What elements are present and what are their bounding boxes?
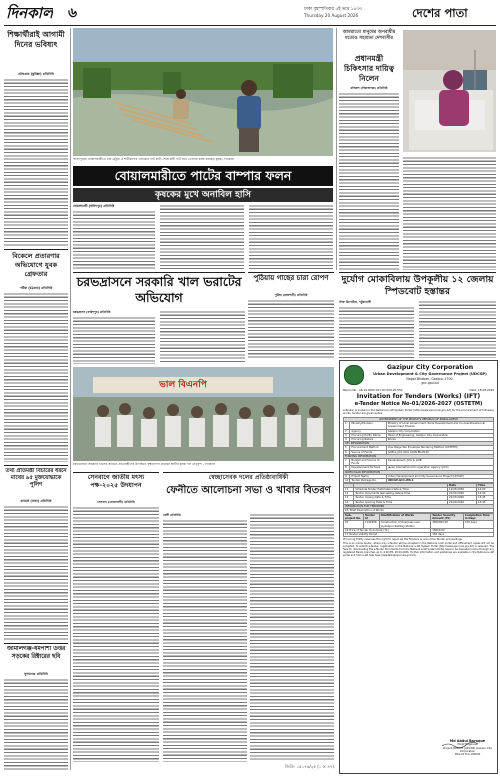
story1-byline: চৌদ্দগ্রাম (কুমিল্লা) প্রতিনিধি bbox=[18, 72, 54, 76]
tender-date-row: 12 Tender documents last selling date & time 20.09.2026 12:00 bbox=[344, 492, 494, 496]
tender-row: 2 Agency Gazipur City Corporation bbox=[344, 429, 494, 433]
canal-byline: চরভদ্রাসন (ফরিদপুর) প্রতিনিধি bbox=[73, 310, 111, 314]
tender-row: 3 Procuring Entity Name Head of Engineering, Gazipur City Corporation bbox=[344, 433, 494, 437]
story2-byline: পটিয়া (চট্টগ্রাম) প্রতিনিধি bbox=[19, 286, 53, 290]
senbag-rule bbox=[73, 472, 159, 473]
tender-row: 7 Budget and Source of Funds Development, JICA & GOB bbox=[344, 459, 494, 466]
pm-kicker: আমরাতো মানুষের অপরাধীর মতোও সহায়তা দেশবাসীর bbox=[342, 30, 396, 41]
works-header: Tender Id bbox=[363, 513, 379, 520]
pm-byline: মনিরুল (সিরাজগঞ্জ) প্রতিনিধি bbox=[350, 86, 388, 90]
pm-headline: প্রধানমন্ত্রী চিকিৎসার দায়িত্ব নিলেন bbox=[343, 54, 395, 83]
works-row: 01 1194956 Construction of Overpass over Joydebpur Railway Station 4500000.00 720 days bbox=[344, 521, 494, 528]
masthead-logo: দিনকাল bbox=[6, 4, 54, 22]
tender-row: 4 Procuring Nature Works bbox=[344, 438, 494, 442]
section-title: দেশের পাতা bbox=[412, 6, 468, 20]
story2-body bbox=[4, 292, 68, 462]
tender-footer-note: Procuring Entity reserves the right to reject all the Tenders or annul the Tender proceedings. bbox=[343, 538, 463, 542]
gov-header: GOVERNMENT OF THE PEOPLE'S REPUBLIC OF BANGLADESH bbox=[344, 418, 494, 422]
key-info-header: KEY INFORMATION bbox=[344, 442, 494, 446]
jute-photo bbox=[73, 28, 333, 156]
left-divider-3 bbox=[4, 643, 68, 644]
disaster-rule bbox=[339, 272, 496, 273]
canal-headline: চরভদ্রাসনে সরকারি খাল ভরাটের অভিযোগ bbox=[76, 274, 242, 305]
feni-byline: ফেনী প্রতিনিধি bbox=[163, 513, 181, 517]
canal-photo bbox=[73, 367, 334, 461]
feni-body-col1 bbox=[163, 519, 247, 762]
tender-footer-text: This is an online tender, where only e-Tender will be accepted in the National e-GP portal and offline/hard copies will not be accepted. To submit e-Tender, registration in the National e-GP System Portal (http://www.eprocure.gov.bd) is required. The fees for downloading the e-Tender Documents from the National e-GP System Portal have to be deposited online through any registered Banks branches up to 4:00 PM, 20.09.2026. Further information and guidelines are available in the National e-GP portal and from e-GP help desk (helpdesk@eprocure.gov.bd). bbox=[343, 542, 494, 558]
story4-body bbox=[4, 678, 68, 770]
column-rule-mid bbox=[336, 28, 337, 270]
hospital-bed-image bbox=[403, 30, 496, 152]
time-header: Time bbox=[476, 483, 493, 487]
works-header: Tender Security Amount (Tk) bbox=[431, 513, 464, 520]
tender-row: 9 Project Name Urban Development and City Governance Project (UDCGP) bbox=[344, 474, 494, 478]
signature-title: Chief Engineer bbox=[457, 742, 478, 747]
signature-name: Md Abdul Baroque bbox=[449, 739, 486, 743]
left-column bbox=[4, 28, 68, 770]
jute-field-image bbox=[73, 28, 333, 156]
canal-photo-caption: চরভদ্রাসনে সরকারি খালের জমিতে প্রতিবন্ধীদের উপস্থিতে বৃক্ষরোপণ করছেন স্থানীয় কৃষক দল নেতৃবৃন্দ - দিনকাল bbox=[73, 462, 216, 466]
story1-body bbox=[4, 78, 68, 246]
jute-photo-caption: ফরিদপুরের বোয়ালমারীতে চাষ মেঠুয়া ও শামীমনগর এলাকার পাট কাটা শেষে চাষী পাট ঘরে তোলার কাজ করছেন কৃষক- দিনকাল bbox=[73, 157, 235, 161]
tender-org-name: Gazipur City Corporation bbox=[386, 364, 474, 371]
page-number: ৬ bbox=[68, 5, 78, 21]
story4-headline: জামালগঞ্জ-ধর্মপাশা উত্তর সড়কের রিক্টারের ছবি bbox=[6, 646, 66, 660]
tender-date-row: 11 Schedule Tender Publication Date & Time 19.08.2026 16:00 bbox=[344, 488, 494, 492]
signature-phone: Mob-01711-156000 bbox=[454, 753, 481, 757]
tender-etender-no: e-Tender Notice No-01/2026-2027 (OSTETM) bbox=[354, 401, 483, 407]
senbag-body bbox=[73, 506, 159, 762]
gcc-logo bbox=[344, 365, 364, 385]
jute-body-col2 bbox=[160, 204, 244, 270]
jute-subheadline: কৃষকের মুখে অনাবিল হাসি bbox=[155, 190, 251, 200]
tender-title: Invitation for Tenders (Works) (IFT) bbox=[356, 393, 481, 400]
info-tenderer-header: INFORMATION FOR TENDERER bbox=[344, 504, 494, 508]
story3-byline: ধামরাই (ঢাকা) প্রতিনিধি bbox=[20, 499, 52, 503]
disaster-body-col2 bbox=[419, 300, 496, 358]
tender-notice bbox=[339, 360, 498, 774]
rally-banner-text: ভাল বিএনপি bbox=[159, 380, 207, 390]
masthead-date-en: Thursday 20 August 2026 bbox=[304, 13, 359, 18]
masthead bbox=[4, 4, 496, 24]
disaster-byline: স্টাফ রিপোর্টার, পটুয়াখালী bbox=[339, 300, 372, 304]
senbag-byline: সেনবাগ (নোয়াখালী) প্রতিনিধি bbox=[97, 500, 135, 504]
particular-header: PARTICULAR INFORMATION bbox=[344, 470, 494, 474]
senbag-headline: সেনবাগে জাতীয় মৎস্য পক্ষ-২০২৫ উদযাপন bbox=[87, 474, 145, 490]
validity-row: 17 Tender Validity Period 150 days bbox=[344, 532, 494, 536]
puthia-headline: পুঠিয়ায় গাছের চারা রোপণ bbox=[253, 274, 329, 282]
canal-rule bbox=[73, 272, 245, 273]
jute-subhead-box bbox=[73, 188, 333, 202]
pm-body-col1 bbox=[339, 92, 399, 270]
tender-memo-date: Date: 18.08.2026 bbox=[469, 388, 494, 392]
puthia-byline: পুঠিয়া (রাজশাহী) প্রতিনিধি bbox=[274, 293, 308, 297]
jute-byline: বোয়ালমারী (ফরিদপুর) প্রতিনিধি bbox=[73, 204, 115, 208]
tender-row: 1 Ministry/Division Ministry of Local Government, Rural Development and Co-operatives/Local Government Division bbox=[344, 422, 494, 429]
tender-address: Nagar Bhaban, Gazipur-1700. bbox=[406, 377, 454, 381]
disaster-body-col1 bbox=[339, 306, 414, 358]
masthead-rule bbox=[4, 25, 496, 26]
date-header: Date bbox=[448, 483, 477, 487]
puthia-body bbox=[248, 299, 334, 358]
story3-headline: তথ্য প্রতিমন্ত্রী বিচারের ধরনে মাথের ৯৫ মুক্তযোদ্ধাকে পুলিশ bbox=[5, 468, 67, 489]
signature-block bbox=[440, 733, 495, 756]
tender-intro: e-Tender is invited in the National e-GP System Portal (http://www.eprocure.gov.bd) for the procurement of following works, tender are given below bbox=[343, 409, 494, 416]
jute-banner bbox=[73, 166, 333, 186]
feni-headline: ফেনীতে আলোচনা সভা ও খাবার বিতরণ bbox=[166, 485, 331, 496]
disaster-headline: দুর্যোগ মোকাবিলায় উপকূলীয় ১২ জেলায় স্পিডবোট হস্তান্তর bbox=[341, 274, 494, 297]
jute-body-col3 bbox=[249, 204, 333, 270]
left-divider-2 bbox=[4, 465, 68, 466]
tender-row: 8 Development Partners Japan International Co-operation Agency (JICA) bbox=[344, 466, 494, 470]
left-divider-1 bbox=[4, 249, 68, 250]
canal-body-col2 bbox=[160, 310, 245, 364]
price-row: 16 Price of Tender Document (Tk.) 10000.00 bbox=[344, 528, 494, 532]
feni-body-col2 bbox=[250, 513, 334, 762]
story1-headline: শিক্ষার্থীরাই আগামী দিনের ভবিষ্যৎ bbox=[7, 30, 65, 49]
tender-row: 6 Source of Funds GOB & JICA ODA LOAN BD-P116 bbox=[344, 450, 494, 454]
tender-date-row: 14 Tender opening Date & Time 20.09.2026 13:45 bbox=[344, 500, 494, 504]
tender-row: 10 Tender Package No. UDCGP-GCC-W8-1 bbox=[344, 479, 494, 483]
patient-photo bbox=[403, 30, 496, 152]
puthia-rule bbox=[248, 272, 334, 273]
story2-headline: বিকেলে প্রতারণার অভিযোগে যুবক গ্রেফতার bbox=[12, 252, 60, 278]
jute-headline: বোয়ালমারীতে পাটের বাম্পার ফলন bbox=[114, 168, 292, 183]
story4-byline: সুনামগঞ্জ প্রতিনিধি bbox=[24, 672, 48, 676]
works-header: Identification of Works bbox=[379, 513, 431, 520]
tender-row: 5 Procurement Method One Stage Two Envelope Tendering Method (OSTETM) bbox=[344, 446, 494, 450]
signature-extra: Project Director (UDCGP) Gazipur City Corporation bbox=[442, 746, 493, 753]
tender-website: gcc.gov.bd bbox=[421, 381, 439, 385]
tender-date-row: 13 Tender closing Date & Time 20.09.2026 13:45 bbox=[344, 496, 494, 500]
pm-body-col2 bbox=[403, 156, 496, 270]
story3-body bbox=[4, 505, 68, 640]
feni-kicker: স্বেচ্ছাসেবক দলের প্রতিষ্ঠাবার্ষিকী bbox=[208, 474, 289, 481]
masthead-date-bn: ঢাকা বৃহস্পতিবার ৫ই ভাদ্র ১৪৩৩ bbox=[304, 7, 363, 12]
feni-rule bbox=[163, 472, 334, 473]
column-rule-left bbox=[70, 28, 71, 770]
jute-body-col1 bbox=[73, 210, 155, 270]
canal-body-col1 bbox=[73, 316, 155, 364]
funding-header: FUNDING INFORMATION bbox=[344, 454, 494, 458]
tender-memo-no: Memo No.: 46.19.0000.017.87.020.26.552 bbox=[343, 388, 403, 392]
works-header: Sub-project No. bbox=[344, 513, 364, 520]
works-header: Completion Time in Days bbox=[463, 513, 493, 520]
footer-code: জিডি- ১৫১৭৬/২৫ (১ × ৪৭) bbox=[284, 764, 334, 769]
tender-project-name: Urban Development & City Governance Project (UDCGP) bbox=[373, 372, 487, 376]
tender-table bbox=[343, 417, 494, 557]
works-description-label: 15. Brief Description of Works bbox=[344, 509, 494, 513]
